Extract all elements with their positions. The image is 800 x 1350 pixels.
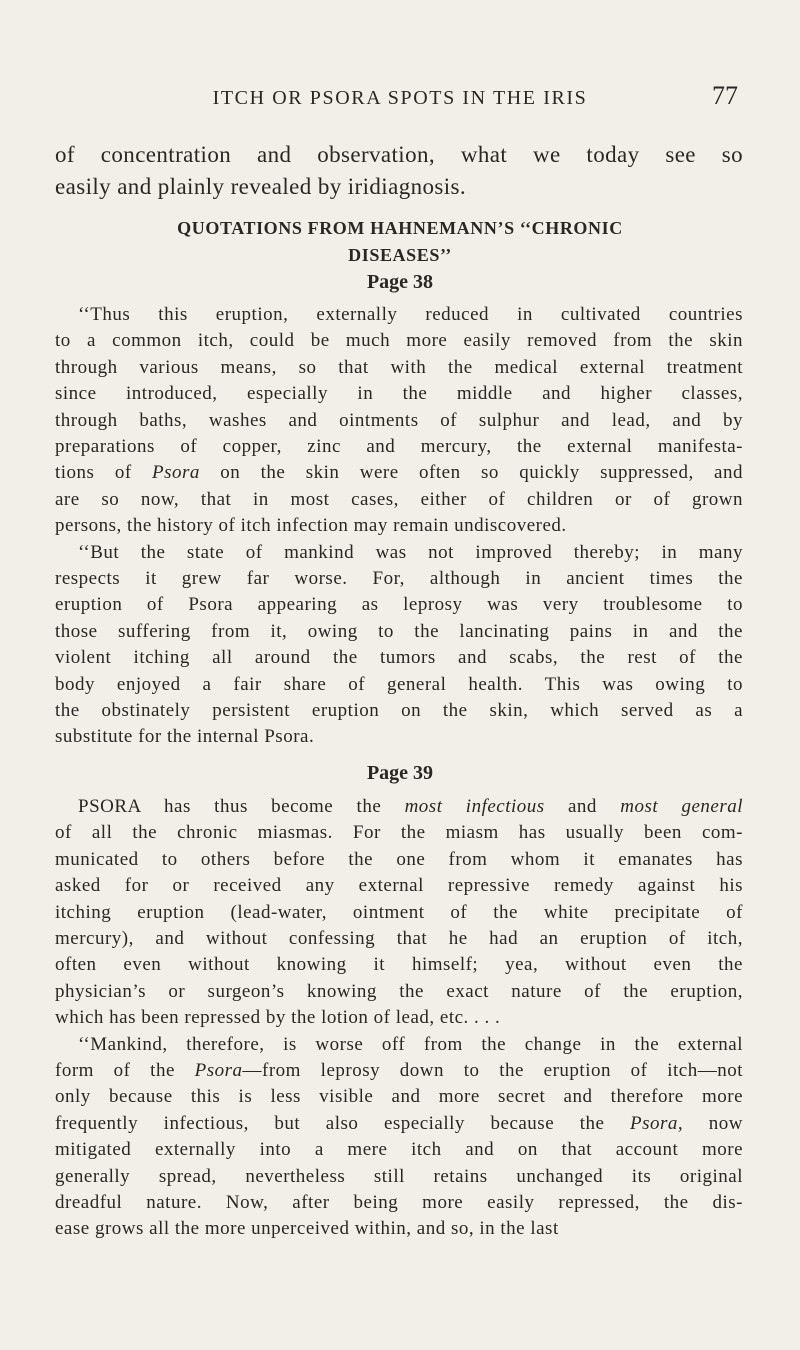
text-segment: frequently infectious, but also especially because the	[55, 1112, 631, 1134]
text-line	[55, 566, 743, 592]
text-segment: asked for or received any external repressive remedy against his	[55, 875, 743, 897]
page-number: 77	[712, 81, 738, 110]
page-39-label: Page 39	[366, 762, 434, 784]
text-line	[55, 672, 743, 698]
text-line	[55, 1164, 743, 1190]
text-segment: ‘‘Thus this eruption, externally reduced in cultivated countries	[78, 304, 743, 325]
text-line	[55, 408, 743, 434]
text-line	[55, 1005, 743, 1031]
text-line	[78, 302, 743, 328]
text-segment: generally spread, nevertheless still retains unchanged its original	[55, 1165, 743, 1187]
text-segment: itching eruption (lead-water, ointment of the white precipitate of	[55, 901, 743, 923]
text-line	[55, 926, 743, 952]
italic-text: most general	[620, 796, 743, 817]
text-segment: mitigated externally into a mere itch and on that account more	[55, 1139, 743, 1161]
text-segment: tions of	[55, 462, 153, 484]
text-line	[55, 873, 743, 899]
text-line	[78, 540, 743, 566]
text-line	[55, 820, 743, 846]
text-line	[55, 434, 743, 460]
text-segment: eruption of Psora appearing as leprosy was very troublesome to	[55, 594, 743, 616]
text-segment: form of the	[55, 1060, 195, 1081]
text-line	[55, 1137, 743, 1163]
italic-text: Psora	[152, 462, 200, 484]
text-line	[55, 1058, 743, 1084]
text-line	[55, 847, 743, 873]
text-segment: to a common itch, could be much more easily removed from the skin	[55, 330, 743, 352]
text-segment: the obstinately persistent eruption on the skin, which served as a	[55, 700, 743, 721]
text-line	[55, 1190, 743, 1216]
italic-text: Psora,	[630, 1112, 684, 1134]
text-segment: body enjoyed a fair share of general health. This was owing to	[55, 673, 743, 695]
text-segment: are so now, that in most cases, either of children or of grown	[55, 488, 743, 510]
text-segment: and	[544, 796, 621, 817]
text-segment: substitute for the internal Psora.	[55, 726, 315, 748]
text-line	[55, 328, 743, 354]
text-line	[55, 698, 743, 724]
text-line	[55, 355, 743, 381]
text-segment: municated to others before the one from whom it emanates has	[55, 848, 743, 870]
text-segment: of all the chronic miasmas. For the miasm has usually been com-	[55, 822, 743, 844]
text-line	[55, 619, 743, 645]
text-line	[55, 139, 743, 171]
section-heading-line-2: DISEASES’’	[348, 245, 452, 265]
text-segment: through baths, washes and ointments of sulphur and lead, and by	[55, 409, 743, 431]
text-line	[55, 513, 743, 539]
text-line	[78, 1032, 743, 1058]
text-line	[55, 381, 743, 407]
italic-text: Psora	[194, 1060, 243, 1081]
text-line	[55, 592, 743, 618]
text-line	[55, 952, 743, 978]
text-segment: now	[683, 1112, 743, 1134]
text-line	[55, 1216, 743, 1242]
text-segment: which has been repressed by the lotion of lead, etc. . . .	[55, 1007, 501, 1029]
text-line	[55, 460, 743, 486]
text-segment: dreadful nature. Now, after being more easily repressed, the dis-	[55, 1192, 743, 1213]
text-segment: only because this is less visible and more secret and therefore more	[55, 1086, 743, 1108]
text-segment: persons, the history of itch infection may remain undiscovered.	[55, 515, 567, 537]
text-segment: ‘‘But the state of mankind was not improved thereby; in many	[78, 541, 743, 563]
page-38-label: Page 38	[366, 271, 434, 293]
text-segment: violent itching all around the tumors and scabs, the rest of the	[55, 647, 743, 669]
text-segment: through various means, so that with the medical external treatment	[55, 356, 743, 378]
text-line	[55, 900, 743, 926]
text-line	[55, 1084, 743, 1110]
text-segment: easily and plainly revealed by iridiagnosis.	[55, 174, 467, 199]
text-segment: —from leprosy down to the eruption of itch—not	[242, 1060, 743, 1081]
text-segment: respects it grew far worse. For, although in ancient times the	[55, 568, 743, 589]
text-segment: mercury), and without confessing that he had an eruption of itch,	[55, 928, 743, 949]
text-segment: PSORA has thus become the	[78, 796, 405, 817]
running-head-title: ITCH OR PSORA SPOTS IN THE IRIS	[212, 87, 588, 109]
text-segment: preparations of copper, zinc and mercury, the external manifesta-	[55, 436, 743, 457]
text-line	[55, 724, 743, 750]
text-segment: ‘‘Mankind, therefore, is worse off from the change in the external	[78, 1033, 743, 1055]
text-segment: physician’s or surgeon’s knowing the exact nature of the eruption,	[55, 980, 743, 1002]
text-line	[55, 979, 743, 1005]
text-line	[78, 794, 743, 820]
italic-text: most infectious	[404, 796, 545, 817]
text-segment: those suffering from it, owing to the lancinating pains in and the	[55, 620, 743, 642]
text-line	[55, 645, 743, 671]
text-line	[55, 171, 743, 203]
text-line	[55, 487, 743, 513]
text-line	[55, 1111, 743, 1137]
section-heading-line-1: QUOTATIONS FROM HAHNEMANN’S ‘‘CHRONIC	[177, 218, 623, 238]
text-segment: since introduced, especially in the middle and higher classes,	[55, 383, 743, 405]
text-segment: ease grows all the more unperceived within, and so, in the last	[55, 1218, 559, 1240]
text-segment: on the skin were often so quickly suppressed, and	[199, 462, 743, 484]
text-segment: often even without knowing it himself; yea, without even the	[55, 954, 743, 976]
text-segment: of concentration and observation, what we today see so	[55, 142, 743, 167]
